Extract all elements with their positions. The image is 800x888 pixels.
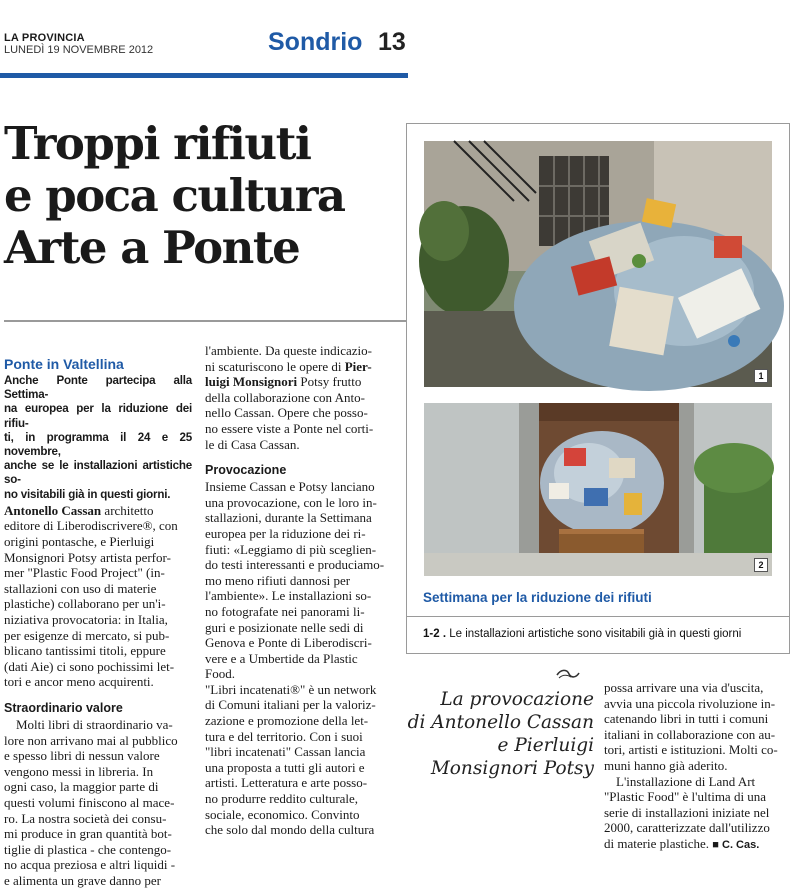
headline [4,118,404,274]
caption-divider [407,616,789,617]
photo-installation-2 [424,403,772,576]
text-line: l'ambiente. Da queste indicazio- [205,343,372,358]
text-line: avvia una piccola rivoluzione in- [604,695,776,711]
body-paragraph [604,774,790,854]
text-line: Food. [205,666,235,682]
caption-title: Settimana per la riduzione dei rifiuti [423,590,652,605]
text-line: Monsignori Potsy artista perfor- [4,549,171,565]
text-line: L'installazione di Land Art [616,773,756,789]
pull-quote-line: La provocazione [440,689,594,710]
text-line: l'ambiente». Le installazioni so- [205,588,372,604]
text-line: per esigenze di mercato, si pub- [4,627,170,643]
text-line: mo meno rifiuti dannosi per [205,572,351,588]
quote-ornament-icon [555,667,581,681]
article-column-1 [4,356,192,888]
text-line: no produrre reddito culturale, [205,791,359,807]
text-line: stallazioni, durante la Settimana [205,510,372,526]
text-line: editore di Liberodiscrivere®, con [4,518,178,534]
text-line: della collaborazione con Anto- [205,389,365,405]
issue-date: LUNEDÌ 19 NOVEMBRE 2012 [4,44,154,56]
text-line: le di Casa Cassan. [205,436,300,452]
text-line: blicano tantissimi titoli, eppure [4,643,166,659]
text-line: no essere viste a Ponte nel corti- [205,420,374,436]
body-paragraph [604,680,790,774]
text-line: "Plastic Food" è l'ultima di una [604,789,767,805]
text-line: Insieme Cassan e Potsy lanciano [205,479,375,495]
text-line: stallazioni con uso di materie [4,580,157,596]
text-line: di materie plastiche. [604,835,713,851]
text-line: lore non arrivano mai al pubblico [4,732,178,748]
photo-number: 2 [754,558,768,572]
newspaper-name: LA PROVINCIA [4,32,85,44]
text-line: sociale, economico. Convinto [205,806,360,822]
text-line: fiuti: «Leggiamo di più sceglien- [205,541,377,557]
text-line: Molti libri di straordinario va- [16,716,173,732]
article-column-4 [604,680,790,854]
article-column-2 [205,343,393,838]
body-paragraph [4,503,192,690]
text-line: tura e del territorio. Con i suoi [205,728,363,744]
text-line: (dati Aie) ci sono pochissimi let- [4,658,175,674]
text-line: zazione e promozione della let- [205,713,369,729]
text-line: una proposta a tutti gli autori e [205,759,365,775]
text-line: di Comuni italiani per la valoriz- [205,697,376,713]
pull-quote-line: Monsignori Potsy [430,758,594,779]
text-line: origini pontasche, e Pierluigi [4,534,155,550]
text-line: serie di installazioni iniziate nel [604,804,770,820]
masthead-rule [0,73,408,78]
article-lead [4,374,192,502]
photo-installation-1 [424,141,772,387]
text-line: architetto [101,502,154,518]
artist-name: luigi Monsignori [205,374,298,390]
photo-box [406,123,790,654]
text-line: nello Cassan. Opere che posso- [205,405,368,421]
text-line: "Libri incatenati®" è un network [205,681,377,697]
body-paragraph [205,479,393,838]
headline-line: Arte a Ponte [4,221,300,274]
headline-line: Troppi rifiuti [4,117,311,170]
text-line: ro. La nostra società dei consu- [4,810,167,826]
text-line: vengono messi in libreria. In [4,763,154,779]
text-line: ni scaturiscono le opere di [205,358,345,374]
text-line: muni hanno già aderito. [604,757,728,773]
caption-ref: 1-2 . [423,628,447,640]
text-line: vere e a Umbertide da Plastic [205,650,358,666]
text-line: e spesso libri di nessun valore [4,748,160,764]
pull-quote-line: e Pierluigi [497,735,594,756]
text-line: plastiche) collaborano per un'i- [4,596,166,612]
body-paragraph [4,717,192,888]
author-name: Antonello Cassan [4,502,102,518]
lead-line: no visitabili già in questi giorni. [4,487,171,501]
lead-line: anche se le installazioni artistiche so- [4,459,192,487]
text-line: 2000, caratterizzate dall'utilizzo [604,820,770,836]
lead-line: ti, in programma il 24 e 25 novembre, [4,430,192,459]
photo-caption [423,628,741,640]
text-line: e alimenta un grave danno per [4,872,162,888]
lead-line: na europea per la riduzione dei rifiu- [4,402,192,430]
text-line: ogni caso, la maggior parte di [4,779,159,795]
byline: ■ C. Cas. [712,838,760,851]
pull-quote [404,688,594,780]
photo-installation-1-image [424,141,772,387]
text-line: possa arrivare una via d'uscita, [604,680,764,695]
text-line: questi volumi finiscono al mace- [4,794,175,810]
subheading: Straordinario valore [4,700,123,715]
dateline-location: Ponte in Valtellina [4,356,124,372]
section-title: Sondrio [268,28,363,56]
text-line: che solo dal mondo della cultura [205,822,375,838]
page-number: 13 [378,28,406,56]
text-line: "libri incatenati" Cassan lancia [205,744,366,760]
headline-line: e poca cultura [4,169,345,222]
text-line: mer "Plastic Food Project" (in- [4,565,165,581]
text-line: una provocazione, con le loro in- [205,494,377,510]
body-paragraph [205,343,393,452]
text-line: no fotografate nei panorami li- [205,603,365,619]
text-line: tiglie di plastica - che contengo- [4,841,172,857]
text-line: Potsy frutto [297,374,362,390]
text-line: niziativa provocatoria: in Italia, [4,611,168,627]
text-line: no acqua preziosa e altri liquidi - [4,857,176,873]
text-line: tori e ancor meno acquirenti. [4,674,154,690]
text-line: Genova e Ponte di Liberodiscri- [205,635,372,651]
photo-number: 1 [754,369,768,383]
lead-line: Anche Ponte partecipa alla Settima- [4,374,192,402]
subheading: Provocazione [205,463,287,478]
text-line: italiani in collaborazione con au- [604,726,776,742]
text-line: europea per la riduzione dei ri- [205,525,366,541]
pull-quote-line: di Antonello Cassan [407,712,594,733]
caption-body: Le installazioni artistiche sono visitabili già in questi giorni [446,628,742,640]
photo-installation-2-image [424,403,772,576]
text-line: guri e posizionate nelle sedi di [205,619,364,635]
text-line: tori, artisti e istituzioni. Molti co- [604,742,778,758]
artist-name: Pier- [344,358,372,374]
text-line: mi produce in gran quantità bot- [4,826,172,842]
text-line: catenando libri in tutti i comuni [604,711,769,727]
text-line: do testi interessanti e produciamo- [205,557,385,573]
text-line: artisti. Letteratura e arte posso- [205,775,368,791]
